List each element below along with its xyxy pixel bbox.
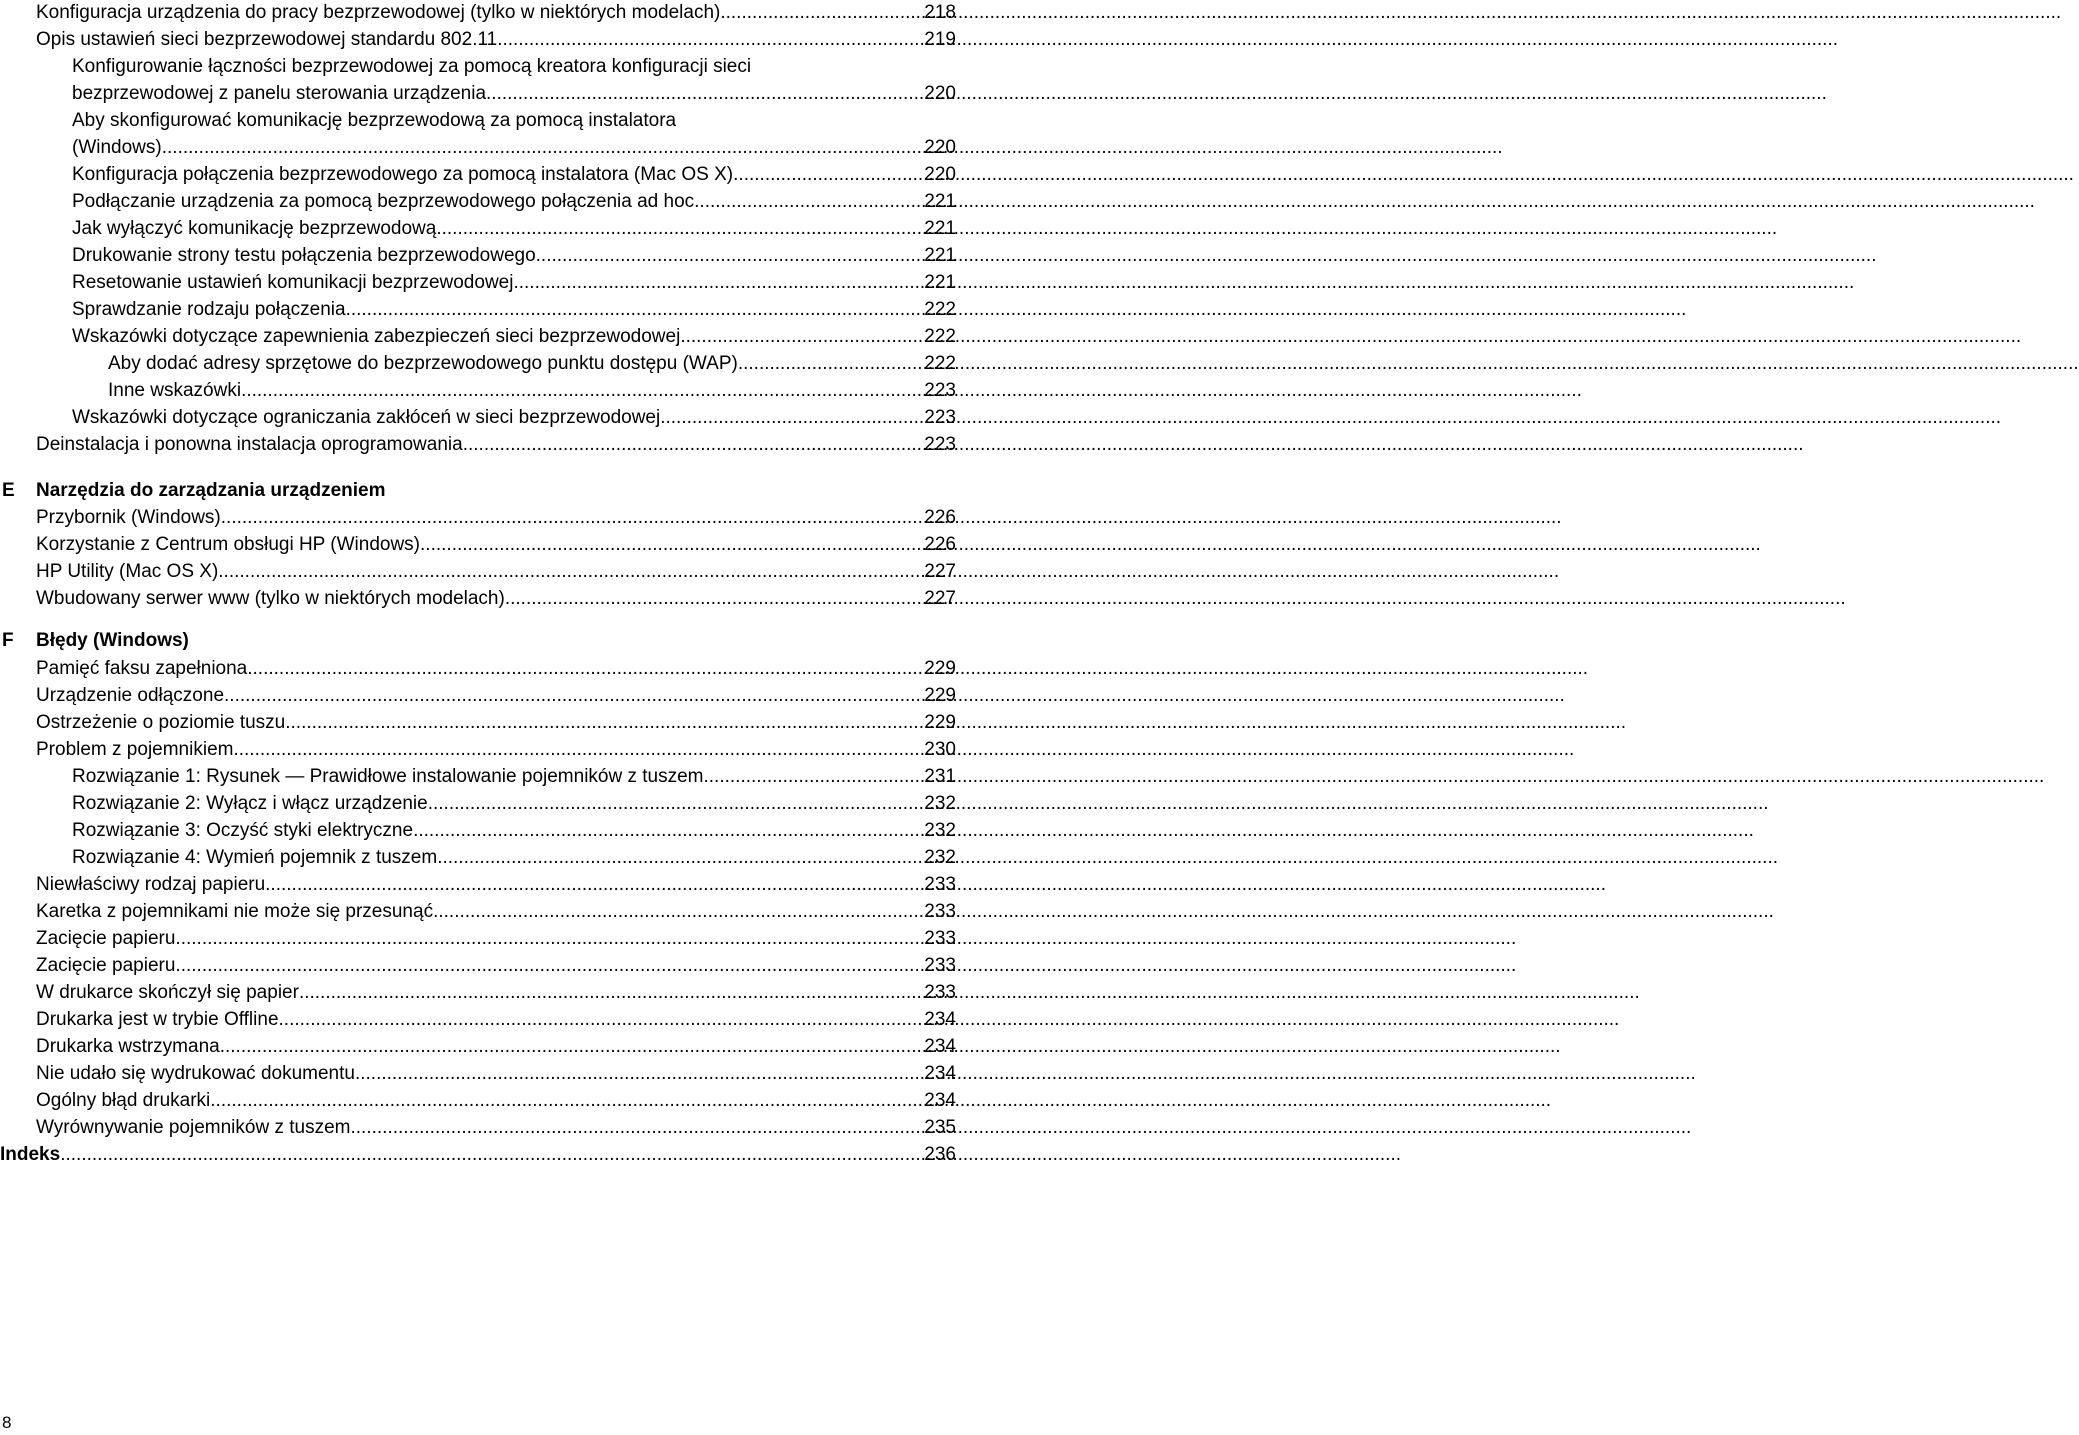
dot-leader bbox=[463, 434, 925, 456]
toc-entry-label: Niewłaściwy rodzaj papieru bbox=[36, 874, 266, 895]
dot-leader bbox=[505, 588, 924, 610]
toc-entry[interactable] bbox=[0, 739, 956, 766]
dot-leader bbox=[536, 245, 925, 267]
toc-entry-label: Wskazówki dotyczące ograniczania zakłóceń w sieci bezprzewodowej bbox=[72, 407, 661, 428]
dot-leader bbox=[279, 1009, 925, 1031]
dot-leader bbox=[420, 534, 924, 556]
toc-entry-page: 226 bbox=[924, 507, 956, 528]
toc-entry[interactable] bbox=[0, 1090, 956, 1117]
dot-leader bbox=[694, 191, 924, 213]
toc-entry[interactable] bbox=[0, 820, 956, 847]
toc-entry-label-line1: Konfigurowanie łączności bezprzewodowej za pomocą kreatora konfiguracji sieci bbox=[72, 56, 752, 77]
toc-entry[interactable] bbox=[0, 380, 956, 407]
toc-entry-label: Rozwiązanie 2: Wyłącz i włącz urządzenie bbox=[72, 793, 428, 814]
toc-entry-label: Przybornik (Windows) bbox=[36, 507, 221, 528]
page-number: 8 bbox=[2, 1413, 12, 1432]
toc-entry-page: 236 bbox=[924, 1144, 956, 1165]
toc-entry-label: Ogólny błąd drukarki bbox=[36, 1090, 211, 1111]
dot-leader bbox=[210, 1090, 924, 1112]
toc-entry[interactable] bbox=[0, 272, 956, 299]
toc-entry[interactable] bbox=[0, 2, 956, 29]
toc-entry-page: 232 bbox=[924, 847, 956, 868]
toc-entry-page: 234 bbox=[924, 1009, 956, 1030]
toc-entry[interactable] bbox=[0, 1063, 956, 1090]
toc-entry-label: Resetowanie ustawień komunikacji bezprzewodowej bbox=[72, 272, 514, 293]
toc-entry-page: 219 bbox=[924, 29, 956, 50]
section-letter: E bbox=[2, 480, 15, 501]
dot-leader bbox=[413, 820, 924, 842]
toc-entry[interactable] bbox=[0, 137, 956, 164]
dot-leader bbox=[355, 1063, 924, 1085]
toc-entry[interactable] bbox=[0, 847, 956, 874]
toc-entry-page: 227 bbox=[924, 561, 956, 582]
toc-entry-page: 223 bbox=[924, 380, 956, 401]
toc-entry[interactable] bbox=[0, 218, 956, 245]
toc-entry-label: Drukarka jest w trybie Offline bbox=[36, 1009, 279, 1030]
dot-leader bbox=[162, 137, 925, 159]
toc-entry-label: bezprzewodowej z panelu sterowania urządzenia bbox=[72, 83, 487, 104]
toc-entry-label-line1: Aby skonfigurować komunikację bezprzewodową za pomocą instalatora bbox=[72, 110, 677, 131]
dot-leader bbox=[660, 407, 924, 429]
toc-entry-page: 229 bbox=[924, 685, 956, 706]
toc-entry[interactable] bbox=[0, 534, 956, 561]
toc-entry-page: 223 bbox=[924, 407, 956, 428]
dot-leader bbox=[233, 739, 924, 761]
dot-leader bbox=[428, 793, 925, 815]
toc-entry[interactable] bbox=[0, 982, 956, 1009]
toc-entry[interactable] bbox=[0, 1009, 956, 1036]
dot-leader bbox=[738, 353, 924, 375]
toc-entry[interactable] bbox=[0, 353, 956, 380]
toc-entry-label: Podłączanie urządzenia za pomocą bezprzewodowego połączenia ad hoc bbox=[72, 191, 695, 212]
toc-entry-label: Konfiguracja urządzenia do pracy bezprzewodowej (tylko w niektórych modelach) bbox=[36, 2, 721, 23]
toc-entry-page: 218 bbox=[924, 2, 956, 23]
toc-entry-page: 220 bbox=[924, 83, 956, 104]
toc-entry-page: 233 bbox=[924, 901, 956, 922]
toc-entry-page: 229 bbox=[924, 712, 956, 733]
toc-entry-page: 233 bbox=[924, 928, 956, 949]
dot-leader bbox=[497, 29, 924, 51]
toc-entry-page: 233 bbox=[924, 874, 956, 895]
dot-leader bbox=[720, 2, 924, 24]
toc-entry-label: Urządzenie odłączone bbox=[36, 685, 225, 706]
dot-leader bbox=[220, 1036, 925, 1058]
toc-entry-label: Karetka z pojemnikami nie może się przesunąć bbox=[36, 901, 434, 922]
toc-entry-page: 234 bbox=[924, 1063, 956, 1084]
toc-entry[interactable] bbox=[0, 766, 956, 793]
section-heading[interactable]: Błędy (Windows) bbox=[36, 630, 189, 651]
toc-entry[interactable] bbox=[0, 507, 956, 534]
toc-entry-page: 227 bbox=[924, 588, 956, 609]
toc-entry[interactable] bbox=[0, 928, 956, 955]
dot-leader bbox=[733, 164, 924, 186]
toc-entry[interactable] bbox=[0, 164, 956, 191]
dot-leader bbox=[437, 847, 924, 869]
toc-entry[interactable] bbox=[0, 1036, 956, 1063]
toc-entry[interactable] bbox=[0, 561, 956, 588]
dot-leader bbox=[513, 272, 924, 294]
toc-entry-index[interactable] bbox=[0, 1144, 956, 1171]
section-heading[interactable]: Narzędzia do zarządzania urządzeniem bbox=[36, 480, 386, 501]
toc-entry-page: 235 bbox=[924, 1117, 956, 1138]
toc-entry[interactable] bbox=[0, 191, 956, 218]
dot-leader bbox=[346, 299, 925, 321]
toc-entry-label: Rozwiązanie 3: Oczyść styki elektryczne bbox=[72, 820, 414, 841]
toc-entry-label: (Windows) bbox=[72, 137, 162, 158]
toc-entry[interactable] bbox=[0, 685, 956, 712]
toc-entry-label: Rozwiązanie 1: Rysunek — Prawidłowe instalowanie pojemników z tuszem bbox=[72, 766, 704, 787]
dot-leader bbox=[175, 928, 924, 950]
toc-entry-page: 221 bbox=[924, 272, 956, 293]
toc-entry-page: 232 bbox=[924, 820, 956, 841]
dot-leader bbox=[351, 1117, 925, 1139]
dot-leader bbox=[486, 83, 924, 105]
toc-entry-page: 230 bbox=[924, 739, 956, 760]
toc-entry[interactable] bbox=[0, 326, 956, 353]
toc-entry-page: 233 bbox=[924, 955, 956, 976]
toc-entry-label: Sprawdzanie rodzaju połączenia bbox=[72, 299, 346, 320]
toc-entry-label: Konfiguracja połączenia bezprzewodowego za pomocą instalatora (Mac OS X) bbox=[72, 164, 734, 185]
toc-entry-label: Pamięć faksu zapełniona bbox=[36, 658, 248, 679]
toc-entry-label: Opis ustawień sieci bezprzewodowej standardu 802.11 bbox=[36, 29, 498, 50]
toc-entry-label: W drukarce skończył się papier bbox=[36, 982, 299, 1003]
toc-entry-page: 221 bbox=[924, 218, 956, 239]
dot-leader bbox=[299, 982, 924, 1004]
toc-entry-label: Nie udało się wydrukować dokumentu bbox=[36, 1063, 355, 1084]
toc-entry[interactable] bbox=[0, 1117, 956, 1144]
toc-entry-page: 222 bbox=[924, 299, 956, 320]
toc-entry-label: Wskazówki dotyczące zapewnienia zabezpieczeń sieci bezprzewodowej bbox=[72, 326, 681, 347]
dot-leader bbox=[436, 218, 924, 240]
toc-entry-page: 222 bbox=[924, 353, 956, 374]
dot-leader bbox=[285, 712, 924, 734]
toc-entry-label: Wyrównywanie pojemników z tuszem bbox=[36, 1117, 351, 1138]
toc-entry-page: 222 bbox=[924, 326, 956, 347]
toc-entry-page: 223 bbox=[924, 434, 956, 455]
toc-entry-page: 229 bbox=[924, 658, 956, 679]
toc-entry-page: 220 bbox=[924, 164, 956, 185]
toc-entry[interactable] bbox=[0, 588, 956, 615]
dot-leader bbox=[221, 507, 925, 529]
dot-leader bbox=[680, 326, 924, 348]
toc-entry[interactable] bbox=[0, 434, 956, 461]
toc-entry-page: 232 bbox=[924, 793, 956, 814]
toc-entry[interactable] bbox=[0, 83, 956, 110]
toc-entry[interactable] bbox=[0, 712, 956, 739]
toc-entry-label: Rozwiązanie 4: Wymień pojemnik z tuszem bbox=[72, 847, 438, 868]
toc-entry-label: Jak wyłączyć komunikację bezprzewodową bbox=[72, 218, 437, 239]
toc-entry-page: 220 bbox=[924, 137, 956, 158]
toc-entry-label: Inne wskazówki bbox=[108, 380, 242, 401]
dot-leader bbox=[241, 380, 924, 402]
dot-leader bbox=[218, 561, 924, 583]
dot-leader bbox=[224, 685, 924, 707]
toc-entry-label: Zacięcie papieru bbox=[36, 955, 176, 976]
toc-entry-page: 226 bbox=[924, 534, 956, 555]
toc-entry-label: Problem z pojemnikiem bbox=[36, 739, 234, 760]
toc-entry-page: 221 bbox=[924, 245, 956, 266]
section-letter: F bbox=[2, 630, 14, 651]
toc-entry[interactable] bbox=[0, 245, 956, 272]
toc-entry-label: Drukarka wstrzymana bbox=[36, 1036, 220, 1057]
toc-entry-page: 234 bbox=[924, 1036, 956, 1057]
toc-entry-label: Ostrzeżenie o poziomie tuszu bbox=[36, 712, 286, 733]
dot-leader bbox=[265, 874, 924, 896]
dot-leader bbox=[175, 955, 924, 977]
dot-leader bbox=[60, 1144, 924, 1166]
dot-leader bbox=[433, 901, 924, 923]
toc-entry[interactable] bbox=[0, 658, 956, 685]
toc-entry[interactable] bbox=[0, 793, 956, 820]
toc-entry-label: Drukowanie strony testu połączenia bezprzewodowego bbox=[72, 245, 536, 266]
toc-entry[interactable] bbox=[0, 874, 956, 901]
toc-entry-label: Korzystanie z Centrum obsługi HP (Windows) bbox=[36, 534, 421, 555]
toc-entry-label: Wbudowany serwer www (tylko w niektórych modelach) bbox=[36, 588, 505, 609]
toc-entry-label: HP Utility (Mac OS X) bbox=[36, 561, 219, 582]
toc-entry[interactable] bbox=[0, 955, 956, 982]
toc-entry[interactable] bbox=[0, 29, 956, 56]
toc-entry-label: Indeks bbox=[0, 1144, 61, 1165]
toc-entry-page: 221 bbox=[924, 191, 956, 212]
toc-entry-label: Deinstalacja i ponowna instalacja oprogramowania bbox=[36, 434, 463, 455]
dot-leader bbox=[247, 658, 924, 680]
toc-entry[interactable] bbox=[0, 299, 956, 326]
toc-entry-page: 233 bbox=[924, 982, 956, 1003]
toc-entry-label: Aby dodać adresy sprzętowe do bezprzewodowego punktu dostępu (WAP) bbox=[108, 353, 738, 374]
toc-entry-page: 231 bbox=[924, 766, 956, 787]
toc-entry[interactable] bbox=[0, 407, 956, 434]
dot-leader bbox=[704, 766, 925, 788]
toc-entry[interactable] bbox=[0, 901, 956, 928]
toc-entry-page: 234 bbox=[924, 1090, 956, 1111]
toc-entry-label: Zacięcie papieru bbox=[36, 928, 176, 949]
